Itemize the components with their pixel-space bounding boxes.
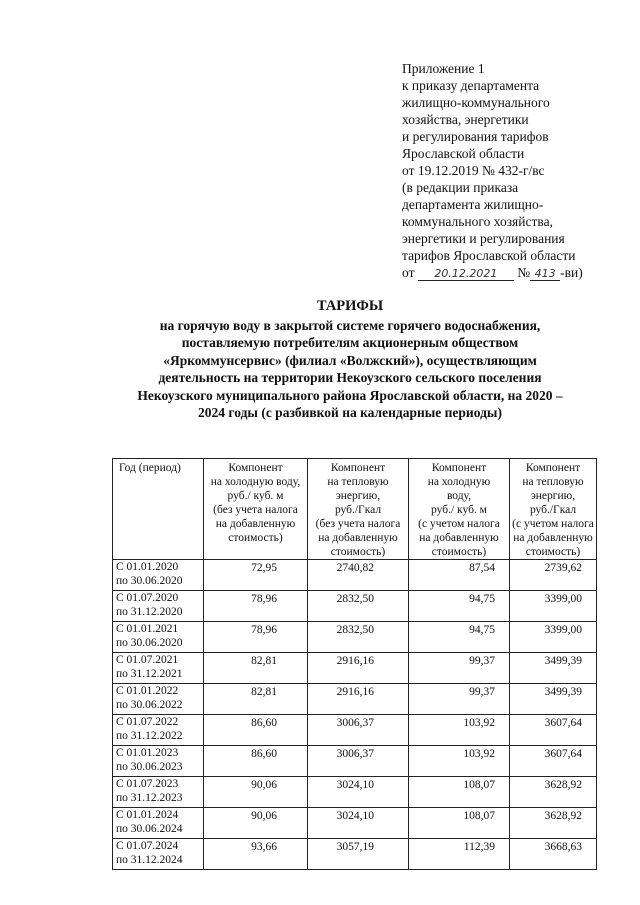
appendix-number-suffix: -ви) xyxy=(560,265,583,280)
period-from: С 01.07.2020 xyxy=(116,592,179,604)
table-row xyxy=(113,591,597,622)
appendix-line: хозяйства, энергетики xyxy=(402,112,529,127)
header-line: на холодную xyxy=(427,476,491,488)
header-line: (без учета налога xyxy=(315,518,401,530)
header-line: стоимость) xyxy=(228,532,283,544)
title-line: «Яркоммунсервис» (филиал «Волжский»), осуществляющим xyxy=(163,352,537,368)
title-main: ТАРИФЫ xyxy=(316,298,384,314)
value-cell: 3499,39 xyxy=(510,653,597,684)
title-line: Некоузского муниципального района Ярославской области, на 2020 – xyxy=(137,387,563,403)
value-cell: 3607,64 xyxy=(510,746,597,777)
value-cell: 90,06 xyxy=(204,808,308,839)
value-cell: 94,75 xyxy=(409,591,510,622)
appendix-line: коммунального хозяйства, xyxy=(402,214,553,229)
title-line: поставляемую потребителям акционерным обществом xyxy=(181,335,519,350)
period-cell xyxy=(113,746,204,777)
table-row xyxy=(113,653,597,684)
header-line: стоимость) xyxy=(330,546,386,558)
appendix-line: к приказу департамента xyxy=(402,78,540,93)
header-period xyxy=(113,459,204,560)
value-cell: 2832,50 xyxy=(308,591,409,622)
table-row xyxy=(113,684,597,715)
value-cell: 99,37 xyxy=(409,653,510,684)
table-row xyxy=(113,715,597,746)
period-from: С 01.01.2020 xyxy=(116,561,179,573)
value-cell: 87,54 xyxy=(409,560,510,591)
header-line: Год (период) xyxy=(119,462,181,474)
appendix-line: от 19.12.2019 № 432-г/вс xyxy=(402,163,545,178)
value-cell: 3006,37 xyxy=(308,746,409,777)
value-cell: 108,07 xyxy=(409,808,510,839)
appendix-block xyxy=(402,60,634,281)
period-from: С 01.01.2024 xyxy=(116,809,179,821)
period-from: С 01.07.2021 xyxy=(116,654,179,666)
value-cell: 2916,16 xyxy=(308,684,409,715)
period-cell xyxy=(113,808,204,839)
value-cell: 94,75 xyxy=(409,622,510,653)
period-to: по 30.06.2020 xyxy=(116,637,183,649)
value-cell: 2916,16 xyxy=(308,653,409,684)
header-line: воду, xyxy=(446,490,472,502)
period-cell xyxy=(113,560,204,591)
appendix-line: тарифов Ярославской области xyxy=(402,248,576,263)
header-line: на тепловую xyxy=(522,476,584,488)
handwritten-date: 20.12.2021 xyxy=(418,267,514,281)
header-line: на добавленную xyxy=(318,532,398,544)
table-row xyxy=(113,560,597,591)
period-cell xyxy=(113,684,204,715)
header-line: стоимость) xyxy=(431,546,487,558)
appendix-line: Ярославской области xyxy=(402,146,525,161)
value-cell: 108,07 xyxy=(409,777,510,808)
value-cell: 3607,64 xyxy=(510,715,597,746)
table-row xyxy=(113,622,597,653)
table-header-row xyxy=(113,459,597,560)
period-to: по 31.12.2021 xyxy=(116,668,183,680)
value-cell: 3668,63 xyxy=(510,839,597,870)
header-line: (без учета налога xyxy=(213,504,298,516)
value-cell: 72,95 xyxy=(204,560,308,591)
value-cell: 86,60 xyxy=(204,715,308,746)
period-cell xyxy=(113,591,204,622)
value-cell: 90,06 xyxy=(204,777,308,808)
header-line: на добавленную xyxy=(513,532,593,544)
appendix-line: Приложение 1 xyxy=(402,61,485,76)
document-title xyxy=(110,298,590,422)
period-cell xyxy=(113,839,204,870)
header-line: руб./Гкал xyxy=(334,504,382,516)
period-cell xyxy=(113,715,204,746)
period-cell xyxy=(113,622,204,653)
appendix-last-line xyxy=(402,264,634,281)
value-cell: 3399,00 xyxy=(510,591,597,622)
period-to: по 30.06.2020 xyxy=(116,575,183,587)
header-line: руб./ куб. м xyxy=(431,504,487,516)
period-to: по 31.12.2023 xyxy=(116,792,183,804)
header-line: (с учетом налога xyxy=(512,518,594,530)
value-cell: 3024,10 xyxy=(308,777,409,808)
header-cold-water-no-vat xyxy=(204,459,308,560)
value-cell: 2740,82 xyxy=(308,560,409,591)
header-line: Компонент xyxy=(525,462,581,474)
value-cell: 99,37 xyxy=(409,684,510,715)
value-cell: 82,81 xyxy=(204,653,308,684)
header-heat-energy-vat xyxy=(510,459,597,560)
appendix-line: департамента жилищно- xyxy=(402,197,544,212)
period-to: по 31.12.2024 xyxy=(116,854,183,866)
period-from: С 01.01.2023 xyxy=(116,747,179,759)
header-line: Компонент xyxy=(330,462,386,474)
appendix-line: и регулирования тарифов xyxy=(402,129,549,144)
value-cell: 3057,19 xyxy=(308,839,409,870)
period-from: С 01.07.2024 xyxy=(116,840,179,852)
period-to: по 31.12.2020 xyxy=(116,606,183,618)
header-line: Компонент xyxy=(228,462,283,474)
value-cell: 103,92 xyxy=(409,746,510,777)
period-from: С 01.01.2022 xyxy=(116,685,179,697)
value-cell: 78,96 xyxy=(204,622,308,653)
period-from: С 01.01.2021 xyxy=(116,623,179,635)
table-row xyxy=(113,808,597,839)
header-line: стоимость) xyxy=(525,546,581,558)
header-heat-energy-no-vat xyxy=(308,459,409,560)
appendix-line: энергетики и регулирования xyxy=(402,231,565,246)
period-to: по 30.06.2023 xyxy=(116,761,183,773)
table-row xyxy=(113,777,597,808)
header-line: руб./Гкал xyxy=(529,504,577,516)
header-line: на добавленную xyxy=(419,532,499,544)
period-to: по 30.06.2024 xyxy=(116,823,183,835)
table-row xyxy=(113,839,597,870)
header-line: на добавленную xyxy=(215,518,296,530)
handwritten-number: 413 xyxy=(530,267,560,281)
value-cell: 3499,39 xyxy=(510,684,597,715)
value-cell: 112,39 xyxy=(409,839,510,870)
value-cell: 93,66 xyxy=(204,839,308,870)
title-line: 2024 годы (с разбивкой на календарные периоды) xyxy=(198,405,502,420)
value-cell: 82,81 xyxy=(204,684,308,715)
header-line: энергию, xyxy=(530,490,576,502)
period-to: по 30.06.2022 xyxy=(116,699,183,711)
value-cell: 78,96 xyxy=(204,591,308,622)
title-line: на горячую воду в закрытой системе горячего водоснабжения, xyxy=(159,317,541,333)
value-cell: 2832,50 xyxy=(308,622,409,653)
title-line: деятельность на территории Некоузского сельского поселения xyxy=(158,370,542,385)
period-to: по 31.12.2022 xyxy=(116,730,183,742)
header-line: Компонент xyxy=(431,462,487,474)
value-cell: 103,92 xyxy=(409,715,510,746)
header-line: на тепловую xyxy=(327,476,389,488)
value-cell: 2739,62 xyxy=(510,560,597,591)
header-line: (с учетом налога xyxy=(418,518,500,530)
period-cell xyxy=(113,777,204,808)
header-line: на холодную воду, xyxy=(210,476,301,488)
header-cold-water-vat xyxy=(409,459,510,560)
period-from: С 01.07.2022 xyxy=(116,716,179,728)
value-cell: 3628,92 xyxy=(510,808,597,839)
tariffs-table xyxy=(112,458,597,870)
period-cell xyxy=(113,653,204,684)
appendix-line: жилищно-коммунального xyxy=(402,95,550,110)
header-line: руб./ куб. м xyxy=(227,490,284,502)
value-cell: 86,60 xyxy=(204,746,308,777)
appendix-line: (в редакции приказа xyxy=(402,180,519,195)
period-from: С 01.07.2023 xyxy=(116,778,179,790)
number-sign: № xyxy=(517,265,531,280)
table-body xyxy=(113,560,597,870)
appendix-date-prefix: от xyxy=(402,265,415,280)
value-cell: 3399,00 xyxy=(510,622,597,653)
value-cell: 3006,37 xyxy=(308,715,409,746)
value-cell: 3024,10 xyxy=(308,808,409,839)
value-cell: 3628,92 xyxy=(510,777,597,808)
header-line: энергию, xyxy=(335,490,381,502)
table-row xyxy=(113,746,597,777)
